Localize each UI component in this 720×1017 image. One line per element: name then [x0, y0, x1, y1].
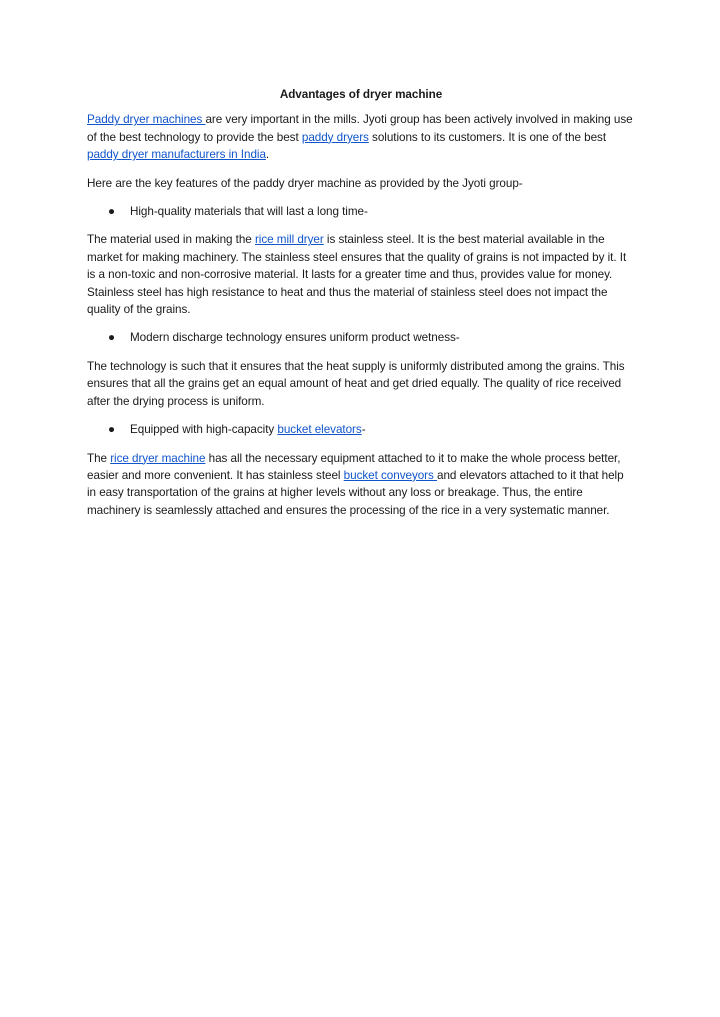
link-paddy-dryers[interactable]: paddy dryers — [301, 130, 369, 144]
bullet-text: High-quality materials that will last a long time- — [130, 205, 368, 219]
paragraph-text: The — [87, 451, 111, 465]
paragraph-text: are very important in the mills. Jyoti group has been actively involved in making use of the best technology to provide the best — [87, 113, 633, 144]
link-paddy-dryer-machines[interactable]: Paddy dryer machines — [87, 113, 206, 127]
paragraph-material — [87, 231, 635, 318]
document-body — [87, 86, 635, 530]
link-bucket-elevators[interactable]: bucket elevators — [277, 423, 362, 437]
paragraph-technology: The technology is such that it ensures that the heat supply is uniformly distributed among the grains. This ensures that all the grains get an equal amount of heat and get dried equally. The quality of rice received after the drying process is uniform. — [87, 359, 625, 408]
bullet-text: Modern discharge technology ensures uniform product wetness- — [130, 331, 460, 345]
bullet-icon: ● — [108, 205, 116, 219]
document-title: Advantages of dryer machine — [279, 88, 443, 101]
bullet-text: Equipped with high-capacity — [130, 423, 278, 437]
bullet-icon: ● — [108, 423, 116, 437]
paragraph-text: and elevators attached to it that help in easy transportation of the grains at higher levels without any loss or breakage. Thus, the entire machinery is seamlessly attached and ensures the processing of the rice in a very systematic manner. — [87, 468, 624, 517]
paragraph-key-features: Here are the key features of the paddy dryer machine as provided by the Jyoti group- — [87, 176, 523, 190]
bullet-text: - — [361, 423, 366, 437]
bullet-item-discharge — [87, 329, 635, 346]
link-rice-mill-dryer[interactable]: rice mill dryer — [254, 233, 324, 247]
paragraph-equipment — [87, 450, 635, 520]
link-paddy-dryer-manufacturers-india[interactable]: paddy dryer manufacturers in India — [87, 148, 266, 162]
paragraph-text: solutions to its customers. It is one of the best — [368, 130, 607, 144]
paragraph-text: The material used in making the — [87, 233, 255, 247]
bullet-item-elevators — [87, 421, 635, 438]
paragraph-text: . — [265, 148, 270, 162]
link-bucket-conveyors[interactable]: bucket conveyors — [343, 468, 438, 482]
paragraph-text: has all the necessary equipment attached to it to make the whole process better, easier and more convenient. It has stainless steel — [87, 451, 621, 482]
paragraph-intro — [87, 111, 635, 163]
paragraph-text: is stainless steel. It is the best material available in the market for making machinery. The stainless steel ensures that the quality of grains is not impacted by it. It is a non-toxic and non-corrosive material. It lasts for a greater time and thus, provides value for money. Stainless steel has high resistance to heat and thus the material of stainless steel does not impact the quality of the grains. — [87, 233, 627, 317]
link-rice-dryer-machine[interactable]: rice dryer machine — [110, 451, 206, 465]
bullet-item-materials — [87, 203, 635, 220]
bullet-icon: ● — [108, 331, 116, 345]
